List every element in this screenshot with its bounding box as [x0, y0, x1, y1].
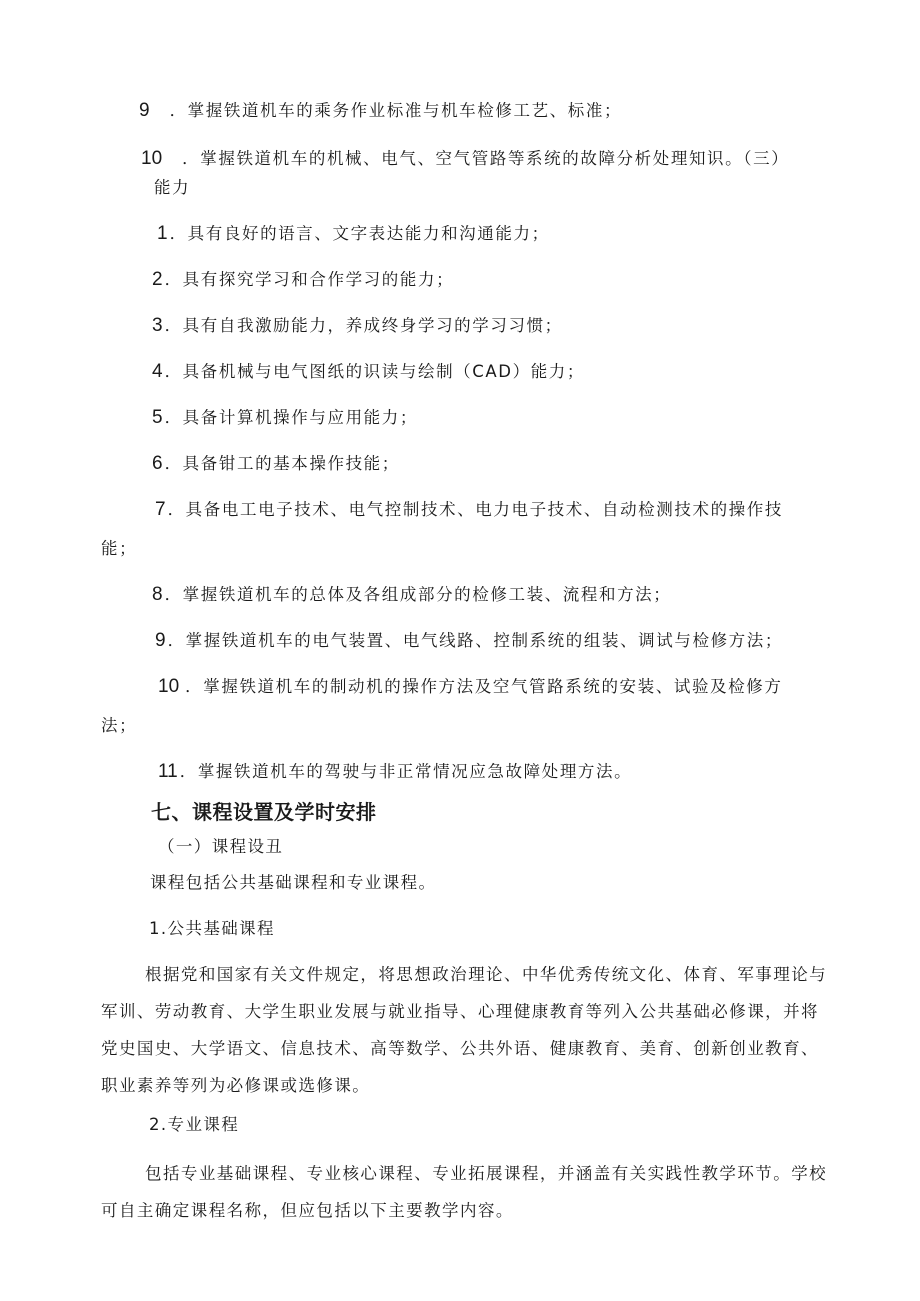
- section-3-label: 能力: [154, 178, 191, 197]
- ability-item-7: [155, 499, 783, 521]
- ability-item-7-continuation: 能；: [101, 539, 138, 558]
- item-number: 3: [152, 315, 163, 336]
- item-text: ．掌握铁道机车的机械、电气、空气管路等系统的故障分析处理知识。（三）: [182, 149, 790, 168]
- item-text: ．掌握铁道机车的驾驶与非正常情况应急故障处理方法。: [179, 762, 633, 781]
- ability-item-10: [158, 676, 782, 698]
- item-text: ．掌握铁道机车的乘务作业标准与机车检修工艺、标准；: [169, 101, 623, 120]
- item-text: ．具备计算机操作与应用能力；: [164, 408, 418, 427]
- item-number: 8: [152, 584, 163, 605]
- item-number: 9: [155, 630, 166, 651]
- item-text: ．具有探究学习和合作学习的能力；: [164, 270, 455, 289]
- item-text: ．具备电工电子技术、电气控制技术、电力电子技术、自动检测技术的操作技: [167, 500, 783, 519]
- item-number: 1: [157, 223, 168, 244]
- item-text: ．具备机械与电气图纸的识读与绘制（CAD）能力；: [164, 362, 585, 381]
- ability-item-9: [155, 630, 783, 652]
- item-number: 10: [158, 676, 180, 697]
- item-number: 10: [141, 148, 163, 169]
- item-text: ．具备钳工的基本操作技能；: [164, 454, 400, 473]
- knowledge-item-9: [139, 100, 622, 122]
- item-text: ．掌握铁道机车的电气装置、电气线路、控制系统的组装、调试与检修方法；: [167, 631, 783, 650]
- item-text: ．具有良好的语言、文字表达能力和沟通能力；: [169, 224, 550, 243]
- ability-item-5: [152, 407, 418, 429]
- ability-item-11: [158, 761, 632, 783]
- major-courses-title: 2.专业课程: [149, 1115, 240, 1134]
- ability-item-3: [152, 315, 563, 337]
- item-text: ．具有自我激励能力，养成终身学习的学习习惯；: [164, 316, 563, 335]
- item-number: 4: [152, 361, 163, 382]
- ability-item-6: [152, 453, 400, 475]
- section-7-heading: 七、课程设置及学时安排: [151, 800, 377, 824]
- item-number: 6: [152, 453, 163, 474]
- ability-item-8: [152, 584, 671, 606]
- ability-item-1: [157, 223, 550, 245]
- course-intro: 课程包括公共基础课程和专业课程。: [150, 873, 437, 892]
- item-number: 9: [139, 100, 150, 121]
- public-courses-body: 根据党和国家有关文件规定，将思想政治理论、中华优秀传统文化、体育、军事理论与军训、劳动教育、大学生职业发展与就业指导、心理健康教育等列入公共基础必修课，并将党史国史、大学语文、信息技术、高等数学、公共外语、健康教育、美育、创新创业教育、职业素养等列为必修课或选修课。: [101, 965, 828, 1095]
- item-number: 2: [152, 269, 163, 290]
- item-number: 5: [152, 407, 163, 428]
- item-text: ．掌握铁道机车的制动机的操作方法及空气管路系统的安装、试验及检修方: [185, 677, 783, 696]
- item-number: 11: [158, 761, 178, 782]
- public-courses-title: 1.公共基础课程: [149, 919, 275, 938]
- ability-item-10-continuation: 法；: [101, 716, 138, 735]
- ability-item-2: [152, 269, 454, 291]
- item-text: ．掌握铁道机车的总体及各组成部分的检修工装、流程和方法；: [164, 585, 672, 604]
- major-courses-body: 包括专业基础课程、专业核心课程、专业拓展课程，并涵盖有关实践性教学环节。学校可自主确定课程名称，但应包括以下主要教学内容。: [101, 1164, 828, 1220]
- section-7-subheading: （一）课程设丑: [158, 837, 284, 856]
- ability-item-4: [152, 361, 585, 383]
- knowledge-item-10: [141, 148, 789, 170]
- item-number: 7: [155, 499, 166, 520]
